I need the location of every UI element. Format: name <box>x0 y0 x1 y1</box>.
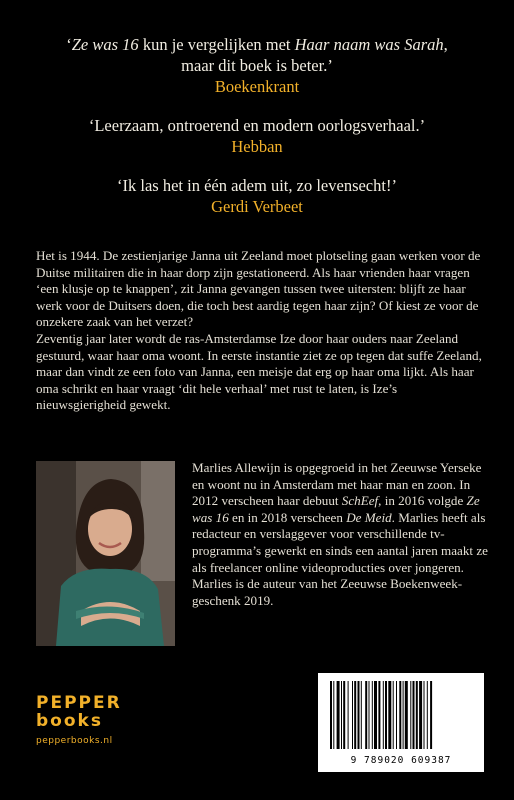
quote-fragment: , <box>443 35 448 54</box>
publisher-url: pepperbooks.nl <box>36 736 113 746</box>
barcode-bar <box>341 681 342 749</box>
barcode-bar <box>405 681 408 749</box>
barcode-bar <box>352 681 353 749</box>
publisher-logo <box>36 694 146 746</box>
barcode-bar <box>343 681 345 749</box>
barcode-bar <box>385 681 387 749</box>
barcode-bar <box>330 681 332 749</box>
bio-text: en in 2018 verscheen <box>228 509 347 525</box>
barcode-bar <box>427 681 428 749</box>
quote-fragment: ‘ <box>66 35 72 54</box>
quote-text: ‘Leerzaam, ontroerend en modern oorlogsverhaal.’ <box>88 116 426 135</box>
barcode-bar <box>383 681 384 749</box>
barcode-bar <box>358 681 360 749</box>
barcode-bar <box>416 681 418 749</box>
barcode-bar <box>369 681 370 749</box>
book-title: Ze was 16 <box>71 35 139 54</box>
barcode-bar <box>378 681 380 749</box>
quote-1 <box>20 34 494 97</box>
blurb-paragraph: Zeventig jaar later wordt de ras-Amsterdamse Ize door haar ouders naar Zeeland gestuurd, waar haar oma woont. In eerste instantie ziet ze op tegen dat suffe Zeeland, maar dan vindt ze een foto van Janna, een meisje dat erg op haar oma lijkt. Als haar oma schrikt en haar vraagt ‘dit hele verhaal’ met rust te laten, is Ize’s nieuwsgierigheid gewekt. <box>36 330 482 413</box>
book-title: De Meid <box>346 509 392 525</box>
barcode-bar <box>396 681 397 749</box>
barcode-bar <box>393 681 394 749</box>
barcode-bar <box>374 681 377 749</box>
barcode-bar <box>424 681 425 749</box>
barcode-bar <box>333 681 334 749</box>
book-title: Ze was 16 <box>192 493 480 525</box>
barcode-bar <box>399 681 401 749</box>
quote-source: Gerdi Verbeet <box>211 197 303 216</box>
author-photo <box>36 461 175 646</box>
barcode-icon <box>318 681 484 761</box>
book-title: SchEef <box>341 493 379 509</box>
isbn-barcode <box>318 673 484 772</box>
book-blurb <box>36 248 482 414</box>
quote-text <box>20 34 494 76</box>
quote-text: ‘Ik las het in één adem uit, zo levensecht!’ <box>117 176 397 195</box>
logo-word-pepper: PEPPER <box>36 693 122 713</box>
barcode-bar <box>403 681 404 749</box>
barcode-bar <box>388 681 391 749</box>
barcode-bar <box>372 681 373 749</box>
quote-fragment: kun je vergelijken met <box>138 35 295 54</box>
bio-text: . Marlies heeft als redacteur en verslaggever voor verschillende tv-programma’s gewerkt en sinds een aantal jaren maakt ze als freelancer online videoproducties over jongeren. Marlies is de auteur van het Zeeuwse Boekenweek-geschenk 2019. <box>192 509 488 608</box>
review-quotes <box>20 34 494 235</box>
barcode-bar <box>410 681 411 749</box>
bio-text: , in 2016 volgde <box>378 493 467 509</box>
barcode-bar <box>337 681 340 749</box>
bio-text: Marlies Allewijn is opgegroeid in het Zeeuwse Yerseke en woont nu in Amsterdam met haar man en zoon. In 2012 verscheen haar debuut <box>192 460 482 509</box>
logo-word-books: books <box>36 711 103 731</box>
quote-2 <box>20 115 494 157</box>
barcode-bar <box>354 681 356 749</box>
isbn-number: 9 789020 609387 <box>350 755 452 766</box>
book-title: Haar naam was Sarah <box>294 35 444 54</box>
blurb-paragraph: Het is 1944. De zestienjarige Janna uit Zeeland moet plotseling gaan werken voor de Duitse militairen die in haar dorp zijn gestationeerd. Als haar vrienden haar vragen ‘een klusje op te knappen’, zit Janna gevangen tussen twee uitersten: blijft ze haar werk voor de Duitsers doen, die toch best aardig tegen haar zijn? Of kiest ze voor de onzekere zaak van het verzet? <box>36 248 481 330</box>
barcode-bar <box>365 681 367 749</box>
barcode-bar <box>413 681 415 749</box>
author-portrait-illustration <box>36 461 175 646</box>
barcode-bar <box>361 681 362 749</box>
quote-source: Hebban <box>231 137 283 156</box>
quote-3 <box>20 175 494 217</box>
quote-fragment: maar dit boek is beter.’ <box>181 56 333 75</box>
quote-source: Boekenkrant <box>214 77 300 96</box>
barcode-bar <box>430 681 432 749</box>
author-bio <box>192 460 488 609</box>
barcode-bar <box>419 681 422 749</box>
barcode-bar <box>348 681 349 749</box>
